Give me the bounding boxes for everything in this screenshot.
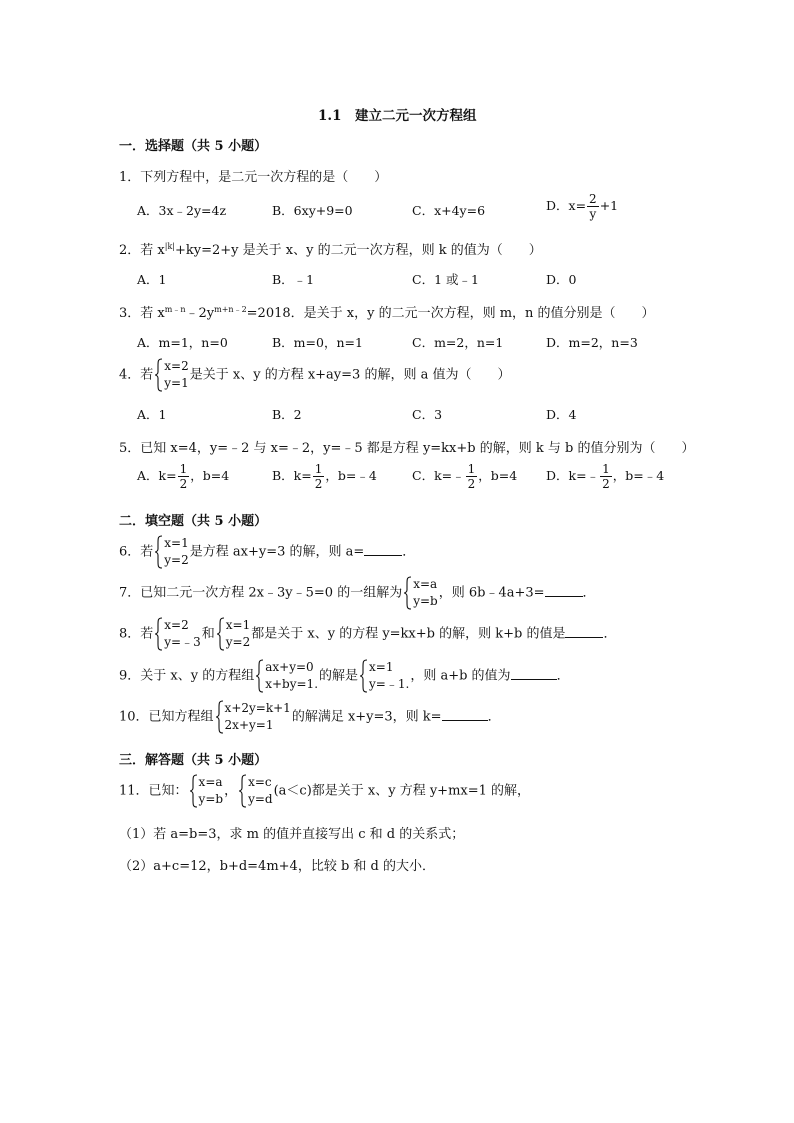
left-brace-icon [216, 617, 225, 651]
answer-blank[interactable] [442, 708, 488, 721]
question-2-option-b: B．﹣1 [272, 272, 315, 287]
fraction: $\frac{2}{y}$ [589, 192, 597, 221]
equation-system: x=2 y=﹣3 [154, 617, 200, 651]
question-1-option-c: C．x+4y=6 [412, 203, 486, 218]
question-5-option-a: A．k= $\frac{1}{2}$ ，b=4 [137, 462, 230, 491]
answer-blank[interactable] [511, 667, 557, 680]
left-brace-icon [189, 774, 198, 808]
equation-system: x=a y=b [189, 774, 224, 808]
left-brace-icon [403, 576, 412, 610]
equation-system: x=1 y=2 [154, 535, 188, 569]
question-2-stem: 2．若 $x^{|k|}+ky=2+y$ 是关于 x、y 的二元一次方程，则 k 的值为（ ） [119, 242, 542, 258]
answer-blank[interactable] [364, 543, 402, 556]
left-brace-icon [238, 774, 247, 808]
question-4-option-d: D．4 [546, 407, 577, 422]
section-heading-choice: 一．选择题（共 5 小题） [119, 139, 268, 154]
equation-system: x=2 y=1 [154, 358, 188, 392]
question-11-part-2: （2）a+c=12，b+d=4m+4，比较 b 和 d 的大小． [119, 859, 435, 874]
equation-system: x+2y=k+1 2x+y=1 [215, 700, 291, 734]
equation-system: x=1 y=﹣1. [359, 659, 409, 693]
section-heading-answer: 三．解答题（共 5 小题） [119, 753, 268, 768]
question-8: 8．若 x=2 y=﹣3 和 x=1 y=2 都是关于 x、y 的方程 y=kx+b 的解，则 k+b 的值是 ． [119, 618, 617, 649]
question-9: 9．关于 x、y 的方程组 ax+y=0 x+by=1. 的解是 x=1 y=﹣1. ，则 a+b 的值为 ． [119, 660, 570, 691]
question-2-option-c: C．1 或﹣1 [412, 272, 479, 287]
question-1-option-a: A．3x﹣2y=4z [137, 203, 227, 218]
question-3-option-c: C．m=2，n=1 [412, 335, 504, 350]
question-10: 10．已知方程组 x+2y=k+1 2x+y=1 的解满足 x+y=3，则 k= ． [119, 701, 501, 732]
left-brace-icon [154, 358, 163, 392]
equation-system: x=c y=d [238, 774, 273, 808]
equation-system: x=a y=b [403, 576, 438, 610]
question-5-option-b: B．k= $\frac{1}{2}$ ，b=﹣4 [272, 462, 377, 491]
question-3-option-d: D．m=2，n=3 [546, 335, 638, 350]
question-4-option-b: B．2 [272, 407, 302, 422]
left-brace-icon [359, 659, 368, 693]
question-3-stem: 3．若 $x^{m﹣n}﹣2y^{m+n﹣2}=2018$．是关于 x，y 的二元一次方程，则 m，n 的值分别是（ ） [119, 305, 655, 321]
equation-system: x=1 y=2 [216, 617, 250, 651]
fraction: $\frac{1}{2}$ [179, 462, 188, 491]
question-3-option-b: B．m=0，n=1 [272, 335, 363, 350]
answer-blank[interactable] [545, 584, 583, 597]
question-4-stem: 4．若 x=2 y=1 是关于 x、y 的方程 x+ay=3 的解，则 a 值为（ ） [119, 359, 511, 390]
left-brace-icon [215, 700, 224, 734]
left-brace-icon [154, 617, 163, 651]
question-1-option-b: B．6xy+9=0 [272, 203, 353, 218]
question-5-option-d: D．k=﹣ $\frac{1}{2}$ ，b=﹣4 [546, 462, 665, 491]
question-1-stem: 1．下列方程中，是二元一次方程的是（ ） [119, 170, 388, 185]
question-6: 6．若 x=1 y=2 是方程 ax+y=3 的解，则 a= ． [119, 536, 416, 567]
fraction: $\frac{1}{2}$ [314, 462, 323, 491]
question-1-option-d: D．x= $\frac{2}{y}$ +1 [546, 192, 619, 221]
question-11: 11．已知： x=a y=b ， x=c y=d (a＜c)都是关于 x、y 方程 y+mx=1 的解， [119, 775, 531, 806]
question-3-option-a: A．m=1，n=0 [137, 335, 228, 350]
question-7: 7．已知二元一次方程 2x﹣3y﹣5=0 的一组解为 x=a y=b ，则 6b﹣4a+3= ． [119, 577, 596, 608]
question-4-option-c: C．3 [412, 407, 443, 422]
page-title: 1.1 建立二元一次方程组 [318, 108, 477, 124]
question-5-option-c: C．k=﹣ $\frac{1}{2}$ ，b=4 [412, 462, 518, 491]
question-2-option-a: A．1 [137, 272, 167, 287]
question-11-part-1: （1）若 a=b=3，求 m 的值并直接写出 c 和 d 的关系式； [119, 827, 465, 842]
question-2-option-d: D．0 [546, 272, 577, 287]
equation-system: ax+y=0 x+by=1. [255, 659, 318, 693]
question-4-option-a: A．1 [137, 407, 167, 422]
fraction: $\frac{1}{2}$ [467, 462, 476, 491]
answer-blank[interactable] [565, 625, 603, 638]
fraction: $\frac{1}{2}$ [602, 462, 610, 491]
section-heading-fill: 二．填空题（共 5 小题） [119, 514, 268, 529]
left-brace-icon [154, 535, 163, 569]
left-brace-icon [255, 659, 264, 693]
question-5-stem: 5．已知 x=4，y=﹣2 与 x=﹣2，y=﹣5 都是方程 y=kx+b 的解，则 k 与 b 的值分别为（ ） [119, 441, 695, 456]
